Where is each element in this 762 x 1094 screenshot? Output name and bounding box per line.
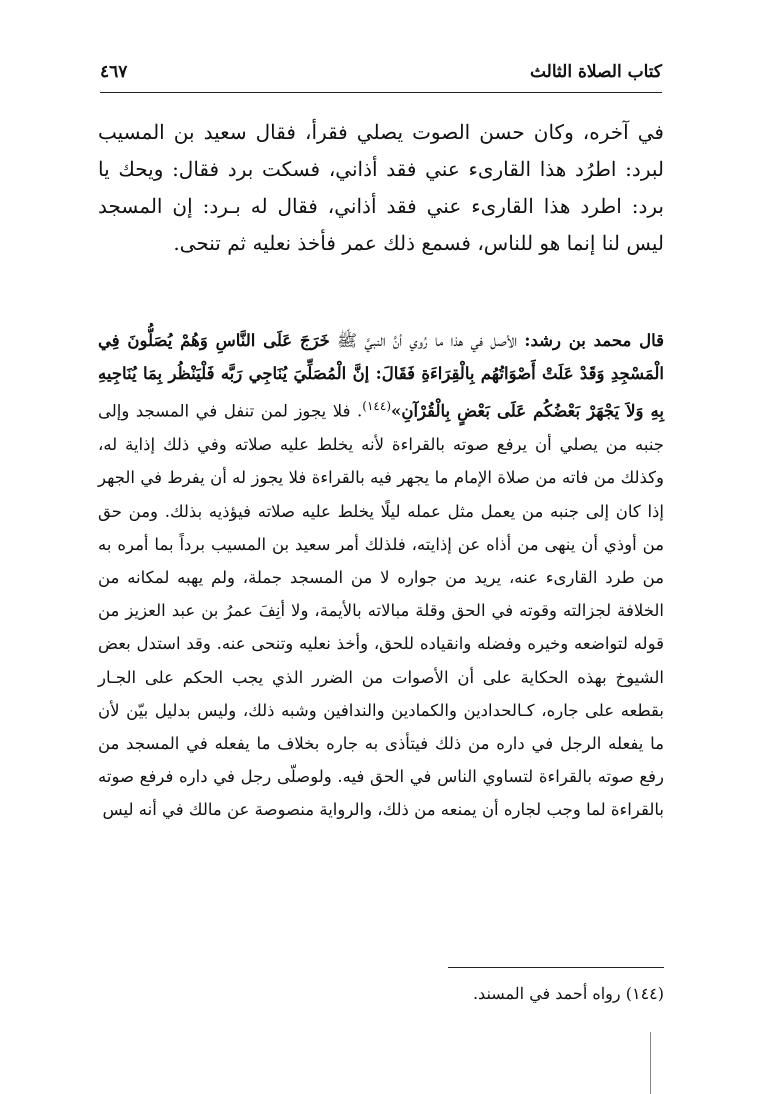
paragraph-2 [98,324,664,827]
paragraph-1: في آخره، وكان حسن الصوت يصلي فقرأ، فقال سعيد بن المسيب لبرد: اطرُد هذا القارىء عني فقد أذاني، فسكت برد فقال: ويحك يا برد: اطرد هذا القارىء عني فقد أذاني، فقال له بـرد: إن المسجد ليس لنا إنما هو للناس، فسمع ذلك عمر فأخذ نعليه ثم تنحى. [98,120,664,255]
footnote-rule [448,967,664,968]
header-rule [100,92,662,93]
page-number: ٤٦٧ [100,62,128,82]
footnote-reference: (١٤٤) [362,399,392,414]
hadith-quote: خَرَجَ عَلَى النَّاسِ وَهُمْ يُصَلُّونَ فِي الْمَسْجِدِ وَقَدْ عَلَتْ أَصْوَاتُهُم بِالْقِرَاءَةِ فَقَالَ: إنَّ الْمُصَلِّيَ يُنَاجِي رَبَّه فَلْيَنْظُر بِمَا يُنَاجِيهِ بِهِ وَلاَ يَجْهَرْ بَعْضُكُم عَلَى بَعْضٍ بِالْقُرْآنِ» [98,331,664,421]
footnote: (١٤٤) رواه أحمد في المسند. [472,984,664,1003]
commentary-speaker: قال محمد بن رشد: [524,331,664,350]
book-title: كتاب الصلاة الثالث [529,62,662,82]
hadith-intro: الأصل في هذا ما رُوي أنَّ النبيَّ ﷺ [337,331,518,350]
commentary-text: . فلا يجوز لمن تنفل في المسجد وإلى جنبه من يصلي أن يرفع صوته بالقراءة لأنه يخلط عليه صلاته وفي ذلك إذاية له، وكذلك من فاته من صلاة الإمام ما يجهر فيه بالقراءة فلا يجوز له أن يفرط في الجهر إذا كان إلى جنبه من يعمل مثل عمله ليلًا يخلط عليه صلاته فيؤذيه بذلك. ومن حق من أوذي أن ينهى من أذاه عن إذايته، فلذلك أمر سعيد بن المسيب برداً بما أمره به من طرد القارىء عنه، يريد من جواره لا من المسجد جملة، ولم يهبه لمكانه من الخلافة لجزالته وقوته في الحق وقلة مبالاته بالأيمة، ولا أنِفَ عمرُ بن عبد العزيز من قوله لتواضعه وخيره وفضله وانقياده للحق، وأخذ نعليه وتنحى عنه. وقد استدل بعض الشيوخ بهذه الحكاية على أن الأصوات من الضرر الذي يجب الحكم على الجـار بقطعه على جاره، كـالحدادين والكمادين والندافين وشبه ذلك، وليس بدليل بيّن لأن ما يفعله الرجل في داره من ذلك فيتأذى به جاره بخلاف ما يفعله في المسجد من رفع صوته بالقراءة لتساوي الناس في الحق فيه. ولوصلّى رجل في داره فرفع صوته بالقراءة لما وجب لجاره أن يمنعه من ذلك، والرواية منصوصة عن مالك في أنه ليس [98,401,664,820]
running-header [100,58,662,92]
binding-edge-line [650,1032,651,1094]
